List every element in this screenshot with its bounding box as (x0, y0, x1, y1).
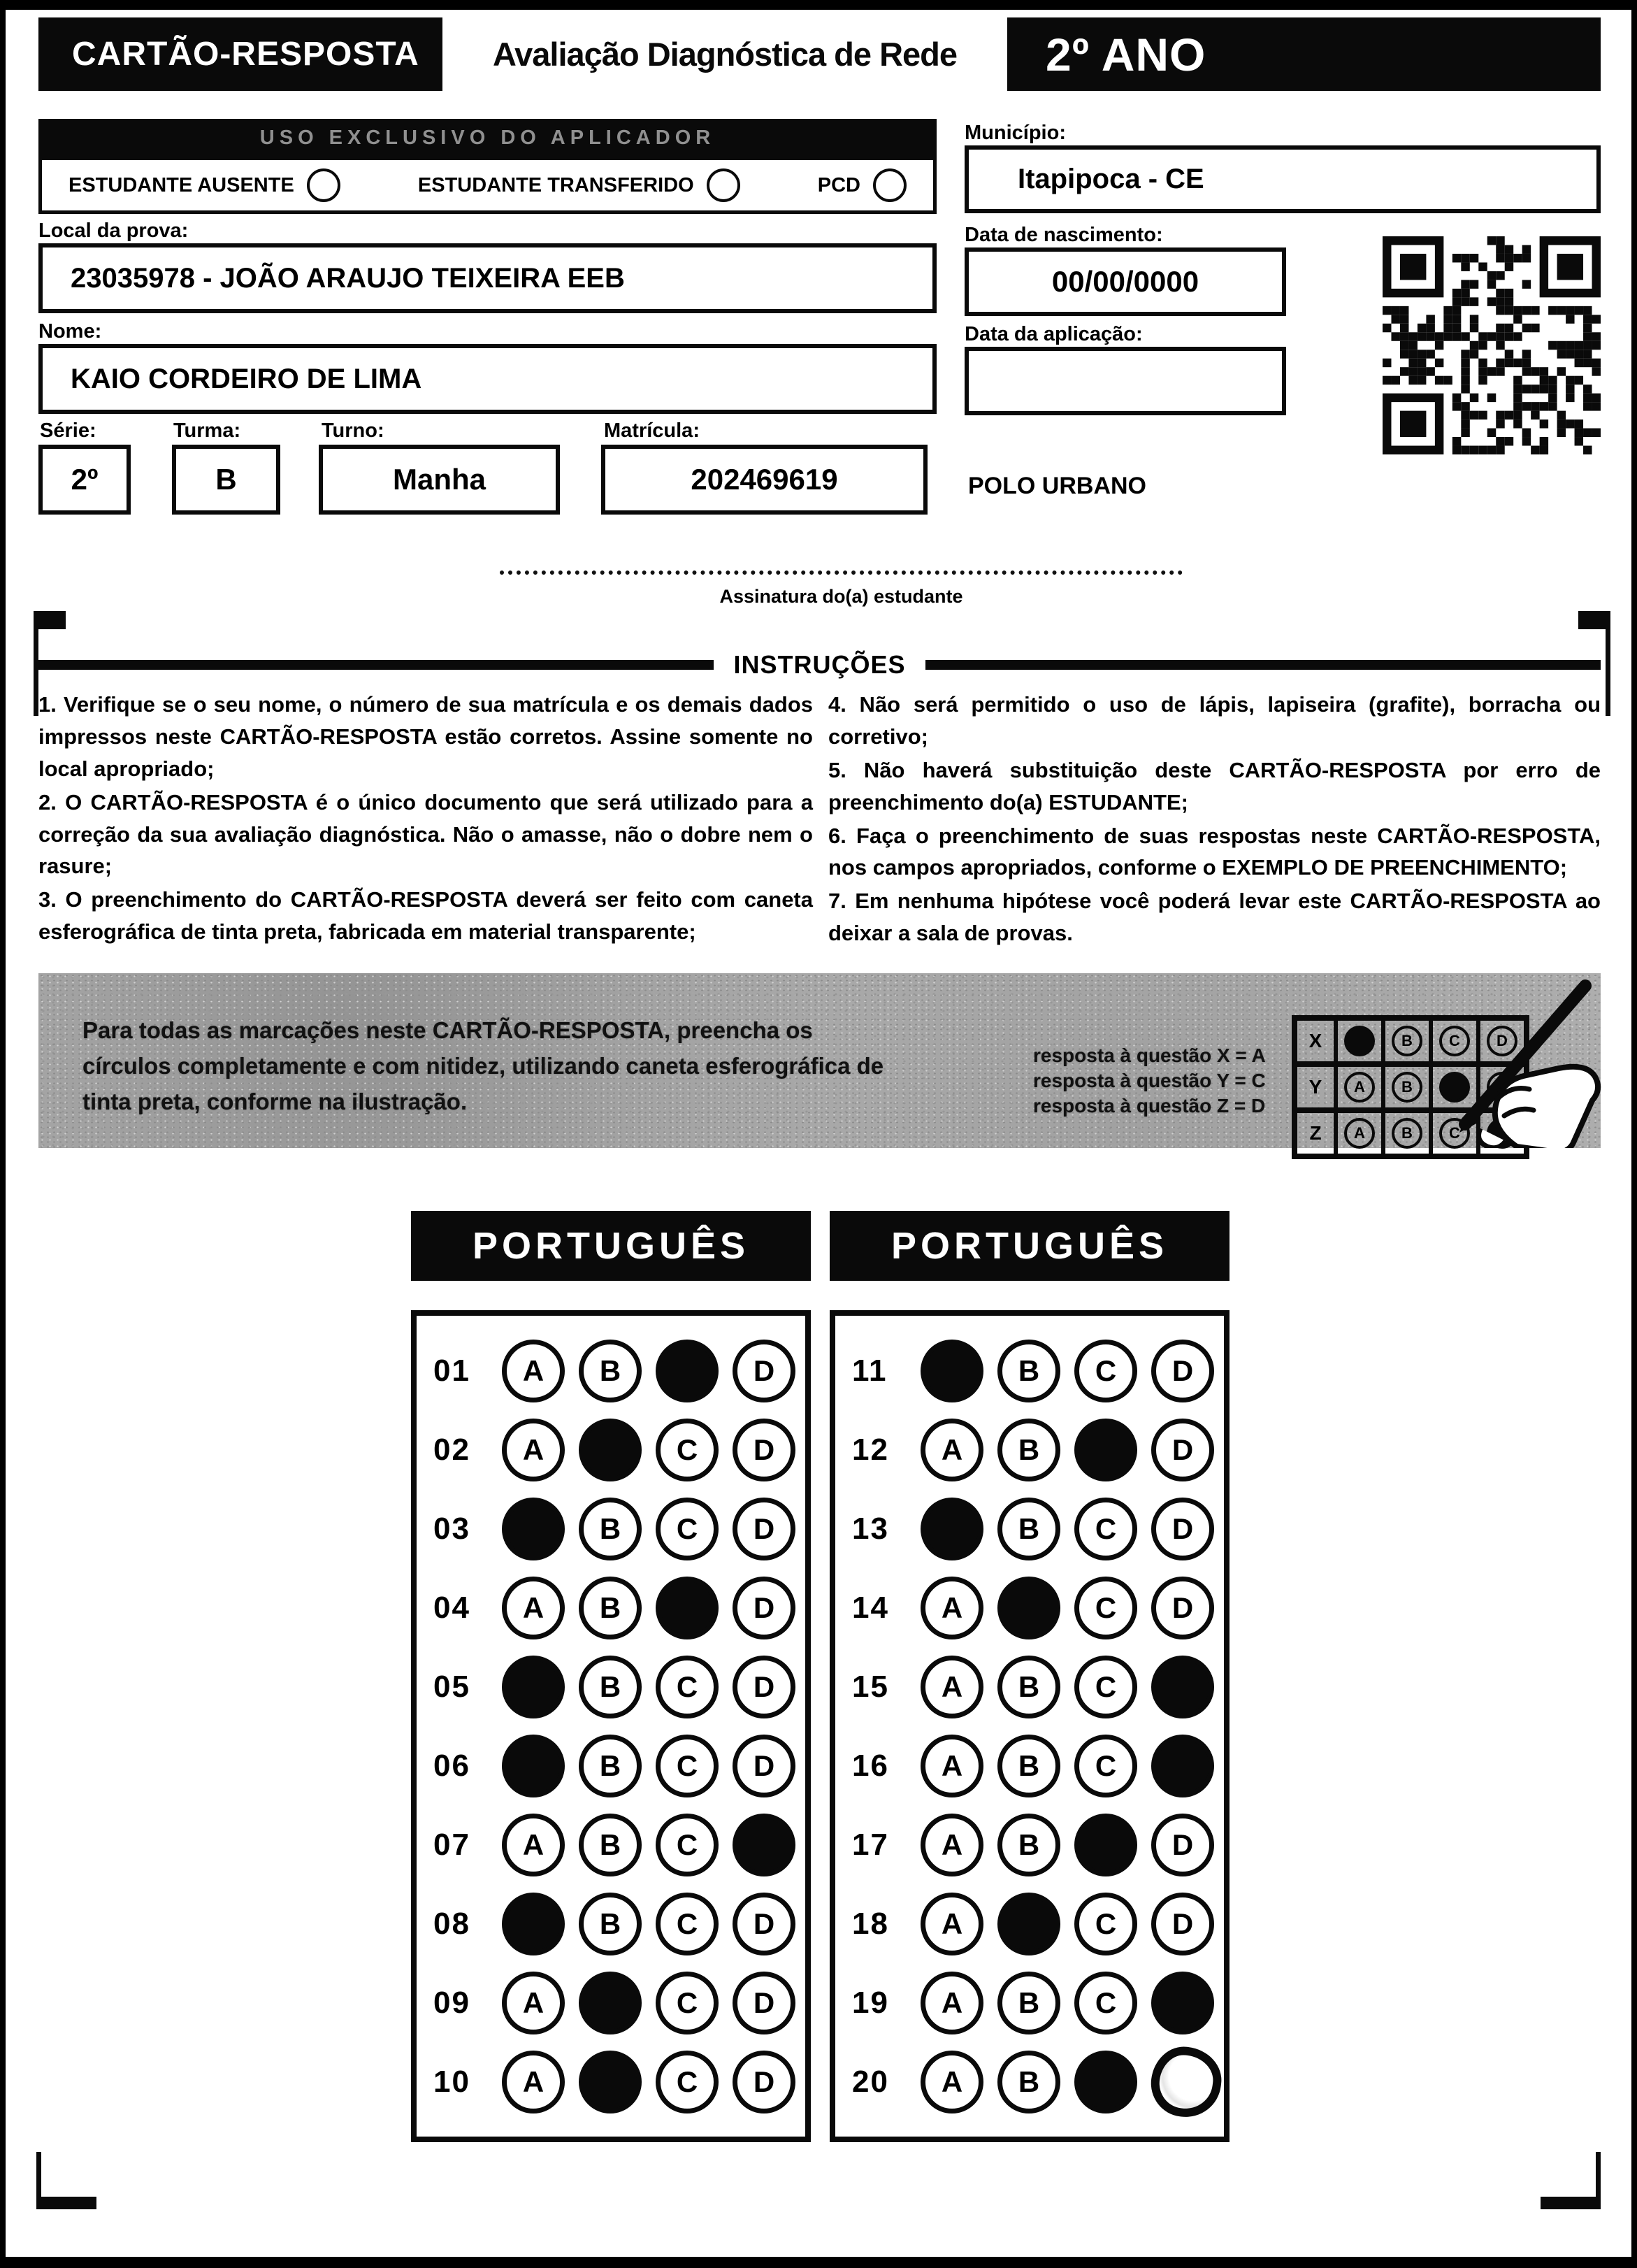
bubble-q20-D[interactable] (1147, 2043, 1225, 2120)
bubble-q14-C[interactable]: C (1074, 1577, 1137, 1639)
bubble-q15-A[interactable]: A (921, 1656, 983, 1718)
question-number: 07 (433, 1827, 470, 1862)
answer-row (835, 1805, 1224, 1884)
example-cell (1338, 1021, 1385, 1061)
bubble-q13-C[interactable]: C (1074, 1498, 1137, 1560)
bubble-q10-D[interactable]: D (733, 2051, 795, 2113)
signature-label: Assinatura do(a) estudante (719, 586, 963, 607)
answer-row (835, 1331, 1224, 1410)
bubble-q11-D[interactable]: D (1151, 1340, 1214, 1402)
local-value: 23035978 - JOÃO ARAUJO TEIXEIRA EEB (71, 262, 625, 294)
bubble-q18-C[interactable]: C (1074, 1893, 1137, 1955)
answer-row (835, 1726, 1224, 1805)
bubble-q15-D[interactable] (1151, 1656, 1214, 1718)
instructions-column-left (38, 689, 813, 949)
turma-label: Turma: (173, 419, 241, 442)
bubble-q04-A[interactable]: A (502, 1577, 565, 1639)
serie-label: Série: (40, 419, 96, 442)
question-number: 17 (852, 1827, 889, 1862)
crop-mark-bottom-left (36, 2197, 96, 2209)
bubble-q01-A[interactable]: A (502, 1340, 565, 1402)
example-bubble-Z-C: C (1439, 1118, 1470, 1149)
question-number: 02 (433, 1432, 470, 1467)
question-number: 20 (852, 2064, 889, 2099)
subject-header-left: PORTUGUÊS (411, 1211, 811, 1281)
local-label: Local da prova: (38, 220, 189, 242)
nome-label: Nome: (38, 320, 102, 343)
municipio-field (965, 145, 1601, 213)
bubble-q12-A[interactable]: A (921, 1419, 983, 1481)
instruction-item: 6. Faça o preenchimento de suas respostas neste CARTÃO-RESPOSTA, nos campos apropriados, conforme o EXEMPLO DE PREENCHIMENTO; (828, 823, 1601, 880)
aplicacao-label: Data da aplicação: (965, 323, 1143, 345)
bubble-q17-B[interactable]: B (997, 1814, 1060, 1876)
bubble-q11-A[interactable] (921, 1340, 983, 1402)
option-label: ESTUDANTE AUSENTE (68, 173, 294, 196)
bubble-q12-C[interactable] (1074, 1419, 1137, 1481)
option-label: ESTUDANTE TRANSFERIDO (417, 173, 694, 196)
example-bubble-Y-A: A (1344, 1072, 1375, 1103)
bubble-q05-C[interactable]: C (656, 1656, 719, 1718)
bubble-q08-C[interactable]: C (656, 1893, 719, 1955)
bubble-q04-C[interactable] (656, 1577, 719, 1639)
option-pcd (818, 168, 907, 202)
bubble-q03-A[interactable] (502, 1498, 565, 1560)
bubble-q06-C[interactable]: C (656, 1735, 719, 1797)
example-bubble-X-C: C (1439, 1026, 1470, 1056)
bubble-q06-B[interactable]: B (579, 1735, 642, 1797)
question-number: 13 (852, 1511, 889, 1546)
qr-code (1383, 236, 1601, 454)
matricula-field (601, 445, 928, 515)
serie-field (38, 445, 131, 515)
bubble-q20-A[interactable]: A (921, 2051, 983, 2113)
nascimento-label: Data de nascimento: (965, 224, 1163, 246)
bubble-q02-D[interactable]: D (733, 1419, 795, 1481)
assessment-subtitle: Avaliação Diagnóstica de Rede (442, 17, 1007, 91)
bubble-q20-B[interactable]: B (997, 2051, 1060, 2113)
instruction-item: 7. Em nenhuma hipótese você poderá levar este CARTÃO-RESPOSTA ao deixar a sala de provas. (828, 889, 1601, 946)
local-field (38, 243, 937, 313)
bubble-q12-B[interactable]: B (997, 1419, 1060, 1481)
question-number: 18 (852, 1906, 889, 1941)
example-bubble-Z-B: B (1392, 1118, 1422, 1149)
bubble-q17-A[interactable]: A (921, 1814, 983, 1876)
bubble-q09-B[interactable] (579, 1972, 642, 2034)
bubble-q09-A[interactable]: A (502, 1972, 565, 2034)
nascimento-value: 00/00/0000 (1051, 265, 1199, 298)
municipio-label: Município: (965, 122, 1066, 144)
turno-label: Turno: (322, 419, 384, 442)
polo-label: POLO URBANO (968, 473, 1146, 499)
instructions-header (38, 650, 1601, 680)
instructions-rule-right (925, 660, 1601, 670)
question-number: 09 (433, 1985, 470, 2020)
crop-mark-top-right-line (1606, 611, 1610, 716)
answer-row (835, 1489, 1224, 1568)
answer-row (417, 1963, 805, 2042)
bubble-q20-C[interactable] (1074, 2051, 1137, 2113)
question-number: 19 (852, 1985, 889, 2020)
option-estudante-transferido (418, 168, 740, 202)
bubble-q03-D[interactable]: D (733, 1498, 795, 1560)
instruction-item: 5. Não haverá substituição deste CARTÃO-RESPOSTA por erro de preenchimento do(a) ESTUDANTE; (828, 757, 1601, 814)
bubble-q18-A[interactable]: A (921, 1893, 983, 1955)
bubble-q14-D[interactable]: D (1151, 1577, 1214, 1639)
bubble-q15-C[interactable]: C (1074, 1656, 1137, 1718)
matricula-value: 202469619 (691, 463, 838, 496)
example-bubble-Z-A: A (1344, 1118, 1375, 1149)
legend-line: resposta à questão Y = C (1033, 1069, 1266, 1091)
nome-value: KAIO CORDEIRO DE LIMA (71, 363, 422, 394)
answer-row (417, 1726, 805, 1805)
bubble-q19-C[interactable]: C (1074, 1972, 1137, 2034)
answer-row (835, 1568, 1224, 1647)
example-bubble-Y-B: B (1392, 1072, 1422, 1103)
bubble-q02-A[interactable]: A (502, 1419, 565, 1481)
bubble-q02-C[interactable]: C (656, 1419, 719, 1481)
bubble-q04-B[interactable]: B (579, 1577, 642, 1639)
bubble-q10-A[interactable]: A (502, 2051, 565, 2113)
turma-field (172, 445, 280, 515)
crop-mark-top-left-line (34, 611, 38, 716)
ausente-bubble[interactable] (307, 168, 340, 202)
question-number: 03 (433, 1511, 470, 1546)
example-cell (1385, 1021, 1433, 1061)
question-number: 11 (852, 1353, 888, 1388)
instruction-item: 3. O preenchimento do CARTÃO-RESPOSTA deverá ser feito com caneta esferográfica de tinta preta, fabricada em material transparente; (38, 887, 813, 945)
bubble-q19-B[interactable]: B (997, 1972, 1060, 2034)
applicator-options-box (38, 157, 937, 214)
bubble-q02-B[interactable] (579, 1419, 642, 1481)
crop-mark-bottom-right (1541, 2197, 1601, 2209)
answer-row (417, 1489, 805, 1568)
bubble-q13-B[interactable]: B (997, 1498, 1060, 1560)
bubble-q10-C[interactable]: C (656, 2051, 719, 2113)
matricula-label: Matrícula: (604, 419, 700, 442)
instruction-item: 2. O CARTÃO-RESPOSTA é o único documento que será utilizado para a correção da sua avaliação diagnóstica. Não o amasse, não o dobre nem o rasure; (38, 789, 813, 879)
applicator-bar (38, 119, 937, 157)
bubble-q05-D[interactable]: D (733, 1656, 795, 1718)
pcd-bubble[interactable] (873, 168, 907, 202)
example-bubble-X-A (1344, 1026, 1375, 1056)
bubble-q07-B[interactable]: B (579, 1814, 642, 1876)
bubble-q13-A[interactable] (921, 1498, 983, 1560)
bubble-q16-A[interactable]: A (921, 1735, 983, 1797)
legend-line: resposta à questão Z = D (1033, 1094, 1266, 1117)
bubble-q09-D[interactable]: D (733, 1972, 795, 2034)
bubble-q19-D[interactable] (1151, 1972, 1214, 2034)
answer-row (417, 1805, 805, 1884)
nascimento-field (965, 247, 1286, 316)
example-bubble-X-B: B (1392, 1026, 1422, 1056)
bubble-q07-A[interactable]: A (502, 1814, 565, 1876)
answer-row (417, 1568, 805, 1647)
bubble-q16-C[interactable]: C (1074, 1735, 1137, 1797)
sheet-title: CARTÃO-RESPOSTA (72, 36, 419, 73)
legend-line: resposta à questão X = A (1033, 1045, 1266, 1066)
question-number: 04 (433, 1590, 470, 1625)
serie-value: 2º (71, 463, 99, 496)
signature-line[interactable] (500, 570, 1183, 575)
bubble-q16-B[interactable]: B (997, 1735, 1060, 1797)
answer-row (835, 1647, 1224, 1726)
question-number: 08 (433, 1906, 470, 1941)
answer-row (417, 1647, 805, 1726)
example-row-label: X (1297, 1021, 1338, 1061)
bubble-q14-B[interactable] (997, 1577, 1060, 1639)
bubble-q05-A[interactable] (502, 1656, 565, 1718)
bubble-q06-D[interactable]: D (733, 1735, 795, 1797)
answer-row (835, 1884, 1224, 1963)
answer-box-left (411, 1310, 811, 2142)
bubble-q07-D[interactable] (733, 1814, 795, 1876)
bubble-q16-D[interactable] (1151, 1735, 1214, 1797)
instruction-item: 1. Verifique se o seu nome, o número de sua matrícula e os demais dados impressos neste CARTÃO-RESPOSTA estão corretos. Assine somente no local apropriado; (38, 692, 813, 781)
instructions-title: INSTRUÇÕES (733, 650, 906, 679)
example-row-label: Y (1297, 1067, 1338, 1107)
grade-label: 2º ANO (1046, 28, 1206, 80)
option-estudante-ausente (68, 168, 340, 202)
subject-header-right: PORTUGUÊS (830, 1211, 1229, 1281)
answer-row (417, 1410, 805, 1489)
answer-row (417, 1884, 805, 1963)
question-number: 16 (852, 1748, 889, 1783)
example-cell (1338, 1113, 1385, 1154)
turno-value: Manha (392, 463, 486, 496)
instructions-column-right (828, 689, 1601, 951)
example-text: Para todas as marcações neste CARTÃO-RESPOSTA, preencha os círculos completamente e com nitidez, utilizando caneta esferográfica de tinta preta, conforme na ilustração. (82, 1017, 884, 1115)
bubble-q18-D[interactable]: D (1151, 1893, 1214, 1955)
hand-pen-illustration (1452, 973, 1608, 1148)
bubble-q03-C[interactable]: C (656, 1498, 719, 1560)
question-number: 10 (433, 2064, 470, 2099)
bubble-q06-A[interactable] (502, 1735, 565, 1797)
bubble-q11-B[interactable]: B (997, 1340, 1060, 1402)
bubble-q01-C[interactable] (656, 1340, 719, 1402)
bubble-q04-D[interactable]: D (733, 1577, 795, 1639)
question-number: 05 (433, 1669, 470, 1704)
answer-row (835, 1410, 1224, 1489)
turno-field (319, 445, 560, 515)
bubble-q07-C[interactable]: C (656, 1814, 719, 1876)
bubble-q01-D[interactable]: D (733, 1340, 795, 1402)
bubble-q12-D[interactable]: D (1151, 1419, 1214, 1481)
bubble-q08-D[interactable]: D (733, 1893, 795, 1955)
bubble-q03-B[interactable]: B (579, 1498, 642, 1560)
bubble-q15-B[interactable]: B (997, 1656, 1060, 1718)
answer-box-right (830, 1310, 1229, 2142)
bubble-q19-A[interactable]: A (921, 1972, 983, 2034)
applicator-bar-label: USO EXCLUSIVO DO APLICADOR (259, 126, 716, 149)
instructions-rule-left (38, 660, 714, 670)
aplicacao-field[interactable] (965, 347, 1286, 415)
question-number: 15 (852, 1669, 889, 1704)
answer-row (835, 1963, 1224, 2042)
answer-row (417, 1331, 805, 1410)
question-number: 12 (852, 1432, 889, 1467)
instruction-item: 4. Não será permitido o uso de lápis, lapiseira (grafite), borracha ou corretivo; (828, 692, 1601, 749)
bubble-q17-C[interactable] (1074, 1814, 1137, 1876)
bubble-q01-B[interactable]: B (579, 1340, 642, 1402)
bubble-q17-D[interactable]: D (1151, 1814, 1214, 1876)
option-label: PCD (817, 173, 860, 196)
example-cell (1385, 1067, 1433, 1107)
bubble-q11-C[interactable]: C (1074, 1340, 1137, 1402)
question-number: 01 (433, 1353, 470, 1388)
bubble-q14-A[interactable]: A (921, 1577, 983, 1639)
question-number: 06 (433, 1748, 470, 1783)
example-legend (1033, 1043, 1266, 1118)
bubble-q05-B[interactable]: B (579, 1656, 642, 1718)
example-cell (1338, 1067, 1385, 1107)
bubble-q08-A[interactable] (502, 1893, 565, 1955)
example-row-label: Z (1297, 1113, 1338, 1154)
bubble-q10-B[interactable] (579, 2051, 642, 2113)
bubble-q08-B[interactable]: B (579, 1893, 642, 1955)
turma-value: B (215, 463, 237, 496)
bubble-q18-B[interactable] (997, 1893, 1060, 1955)
answer-row (835, 2042, 1224, 2121)
example-bubble-X-D: D (1487, 1026, 1517, 1056)
bubble-q13-D[interactable]: D (1151, 1498, 1214, 1560)
transferido-bubble[interactable] (707, 168, 740, 202)
example-cell (1385, 1113, 1433, 1154)
municipio-value: Itapipoca - CE (1018, 164, 1204, 194)
answer-row (417, 2042, 805, 2121)
header-band (38, 17, 1601, 91)
nome-field (38, 344, 937, 414)
bubble-q09-C[interactable]: C (656, 1972, 719, 2034)
question-number: 14 (852, 1590, 889, 1625)
